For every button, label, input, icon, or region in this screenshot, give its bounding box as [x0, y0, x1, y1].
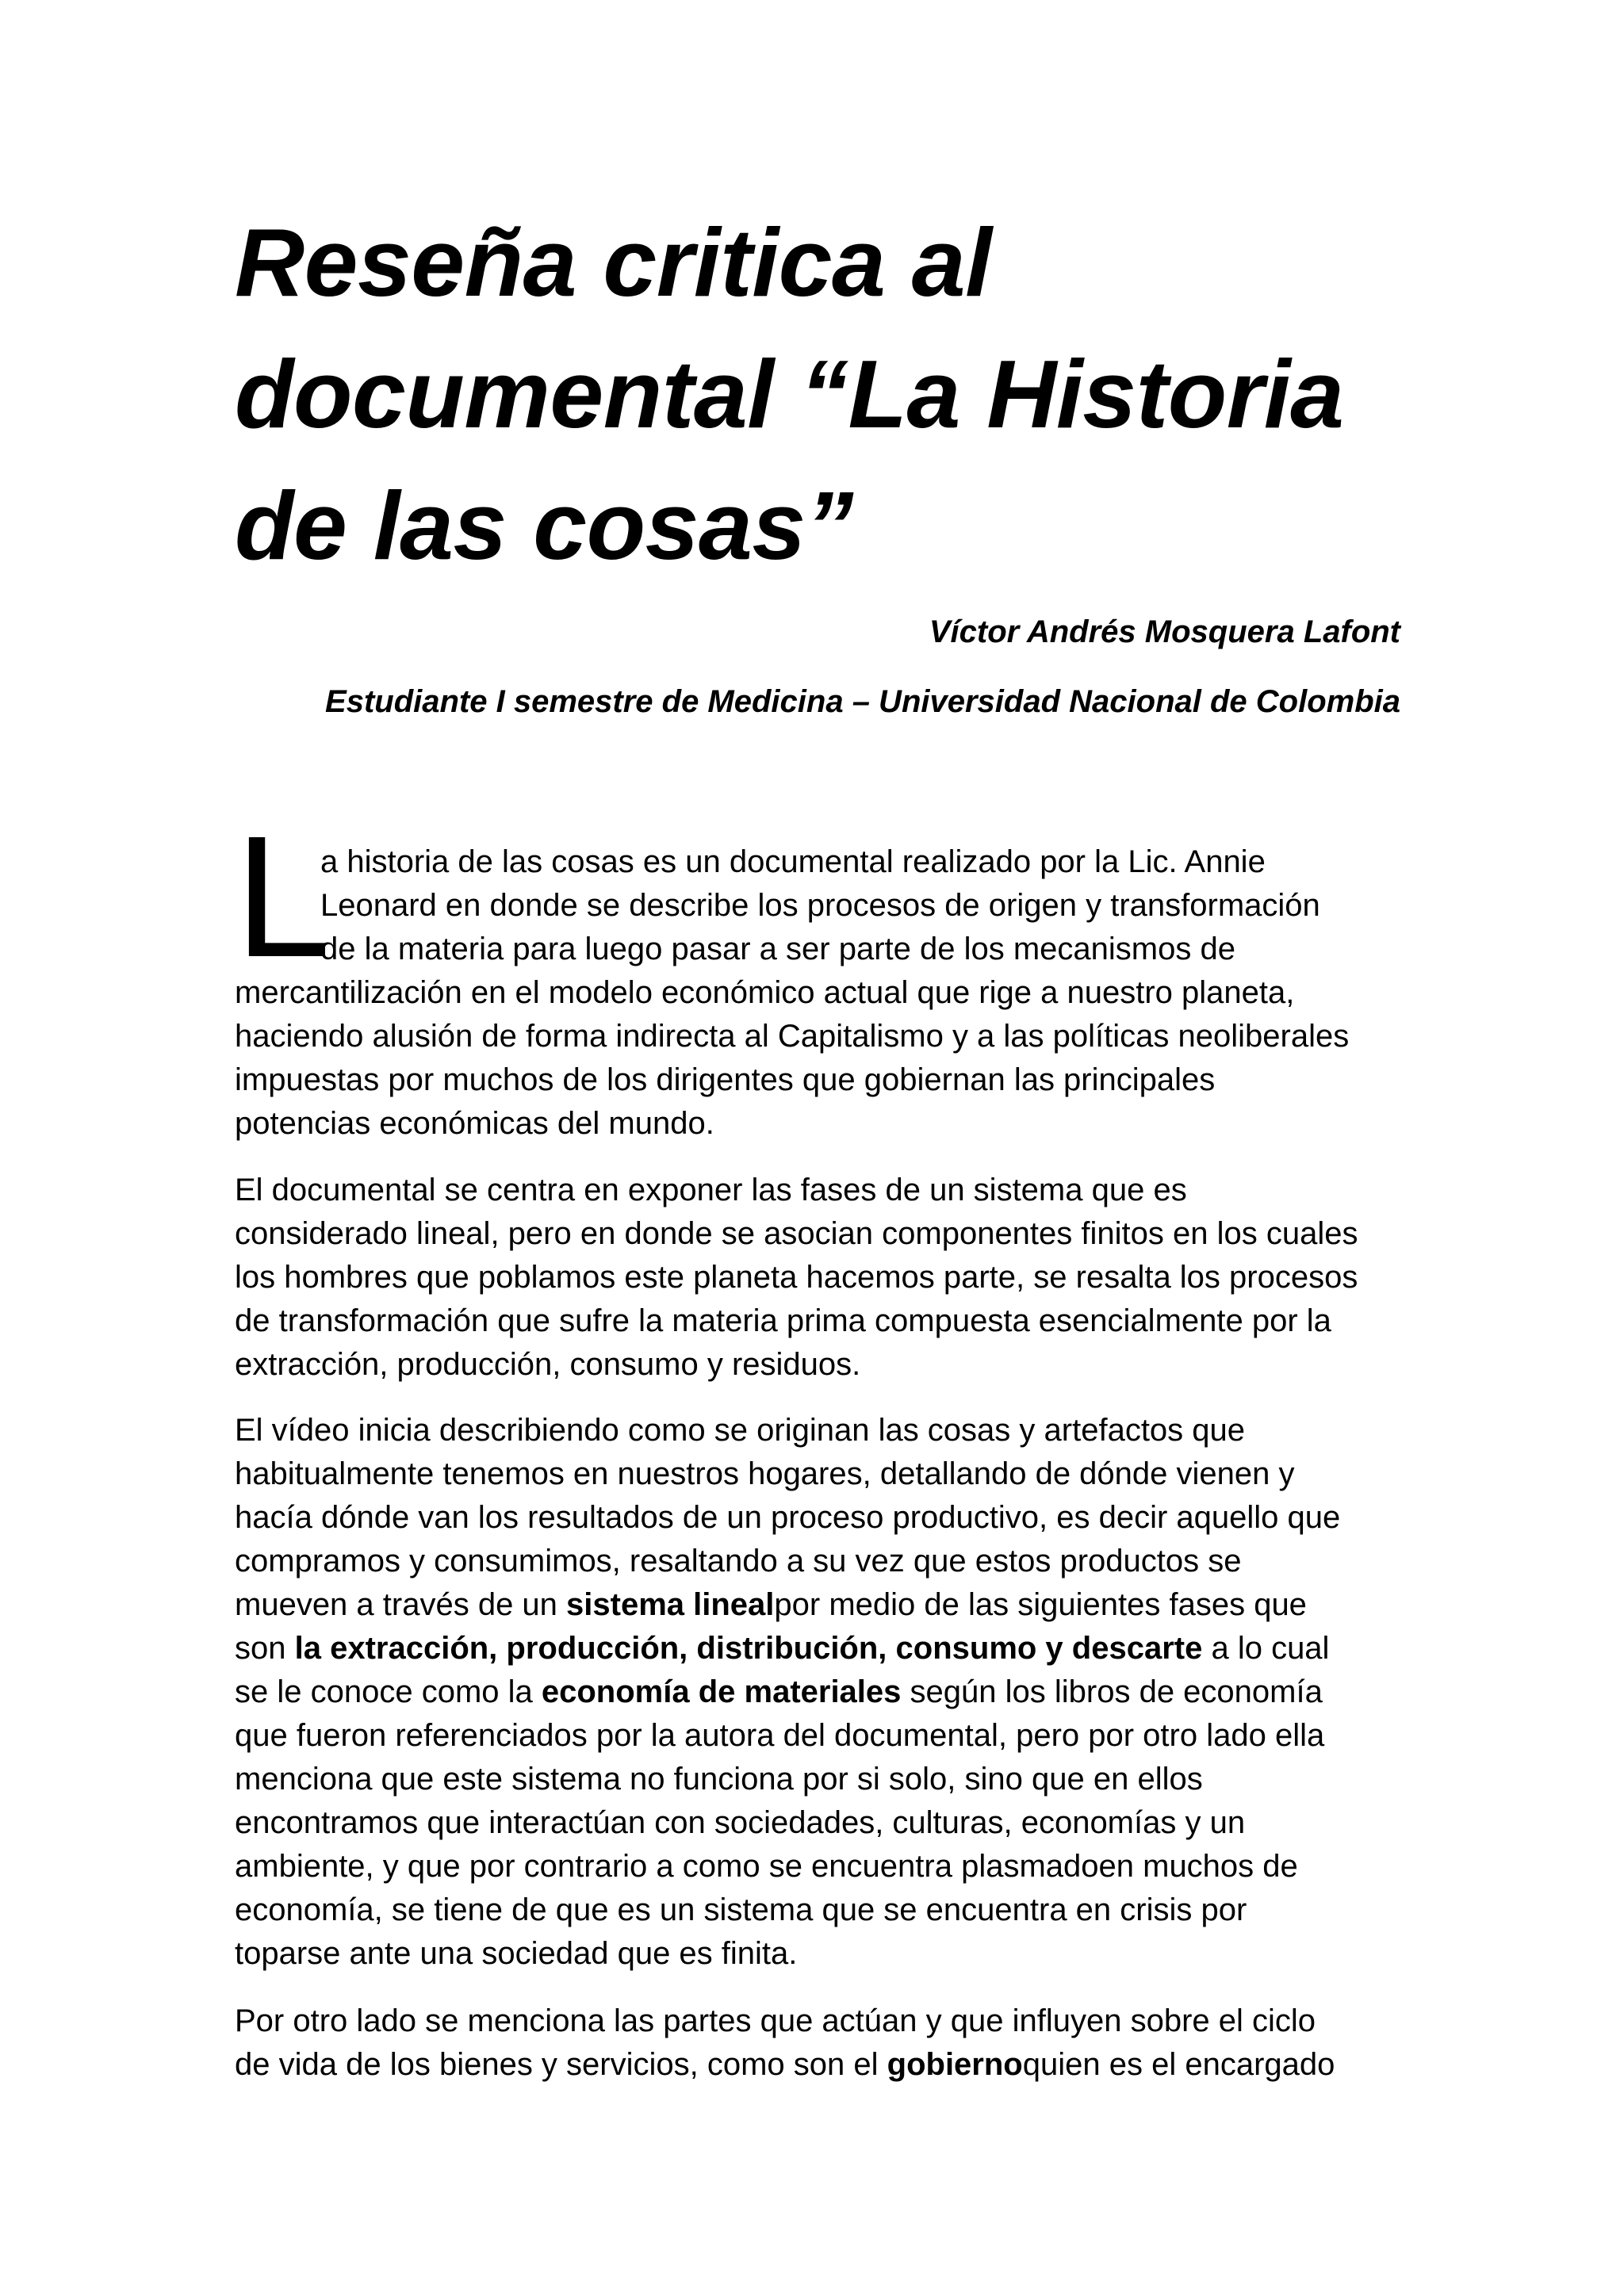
text-line: El documental se centra en exponer las fases de un sistema que es [235, 1173, 1187, 1207]
text-run: se le conoce como la [235, 1674, 542, 1709]
author-name: Víctor Andrés Mosquera Lafont [929, 614, 1400, 649]
text-line: potencias económicas del mundo. [235, 1106, 714, 1141]
title-line: de las cosas” [235, 472, 854, 580]
title-line: Reseña critica al [235, 209, 992, 316]
text-line: los hombres que poblamos este planeta hacemos parte, se resalta los procesos [235, 1260, 1358, 1295]
bold-term: economía de materiales [541, 1674, 902, 1709]
text-line: toparse ante una sociedad que es finita. [235, 1936, 798, 1971]
paragraph-1 [235, 840, 1424, 1146]
bold-term: sistema lineal [566, 1587, 775, 1622]
bold-term: gobierno [887, 2047, 1023, 2082]
text-line: hacía dónde van los resultados de un proceso productivo, es decir aquello que [235, 1500, 1341, 1535]
paragraph-3 [235, 1409, 1424, 1976]
paragraph-4 [235, 1999, 1424, 2087]
text-line: de transformación que sufre la materia prima compuesta esencialmente por la [235, 1303, 1331, 1338]
text-run: de vida de los bienes y servicios, como son el [235, 2047, 887, 2082]
bold-term: la extracción, producción, distribución, consumo y descarte [294, 1631, 1203, 1666]
text-line: que fueron referenciados por la autora del documental, pero por otro lado ella [235, 1718, 1325, 1753]
text-line: encontramos que interactúan con sociedades, culturas, economías y un [235, 1805, 1246, 1840]
paragraph-2 [235, 1169, 1424, 1387]
text-line: economía, se tiene de que es un sistema que se encuentra en crisis por [235, 1892, 1247, 1927]
text-run: a lo cual [1202, 1631, 1330, 1666]
text-line [235, 1627, 1424, 1670]
text-run: según los libros de economía [901, 1674, 1323, 1709]
text-line: mercantilización en el modelo económico actual que rige a nuestro planeta, [235, 975, 1295, 1010]
text-line: considerado lineal, pero en donde se asocian componentes finitos en los cuales [235, 1216, 1358, 1251]
document-title [235, 197, 1424, 591]
text-line: ambiente, y que por contrario a como se encuentra plasmadoen muchos de [235, 1849, 1298, 1884]
text-run: por medio de las siguientes fases que [774, 1587, 1307, 1622]
text-line: impuestas por muchos de los dirigentes que gobiernan las principales [235, 1062, 1216, 1097]
text-line: El vídeo inicia describiendo como se originan las cosas y artefactos que [235, 1413, 1246, 1448]
text-line: extracción, producción, consumo y residuos. [235, 1347, 861, 1382]
text-line: haciendo alusión de forma indirecta al Capitalismo y a las políticas neoliberales [235, 1019, 1350, 1054]
text-line [235, 2043, 1424, 2087]
text-line [235, 1670, 1424, 1714]
text-line: menciona que este sistema no funciona por si solo, sino que en ellos [235, 1762, 1203, 1797]
text-run: son [235, 1631, 295, 1666]
text-line: Leonard en donde se describe los procesos de origen y transformación [320, 888, 1320, 923]
text-line: habitualmente tenemos en nuestros hogares, detallando de dónde vienen y [235, 1456, 1295, 1491]
text-line: compramos y consumimos, resaltando a su vez que estos productos se [235, 1544, 1242, 1578]
text-run: mueven a través de un [235, 1587, 567, 1622]
text-line: de la materia para luego pasar a ser parte de los mecanismos de [320, 932, 1235, 966]
title-line: documental “La Historia [235, 340, 1344, 448]
author-affiliation: Estudiante I semestre de Medicina – Universidad Nacional de Colombia [325, 684, 1400, 719]
drop-cap: L [235, 801, 331, 993]
text-line: a historia de las cosas es un documental realizado por la Lic. Annie [320, 844, 1266, 879]
text-run: quien es el encargado [1022, 2047, 1335, 2082]
text-line [235, 1583, 1424, 1627]
text-line: Por otro lado se menciona las partes que actúan y que influyen sobre el ciclo [235, 2003, 1316, 2038]
